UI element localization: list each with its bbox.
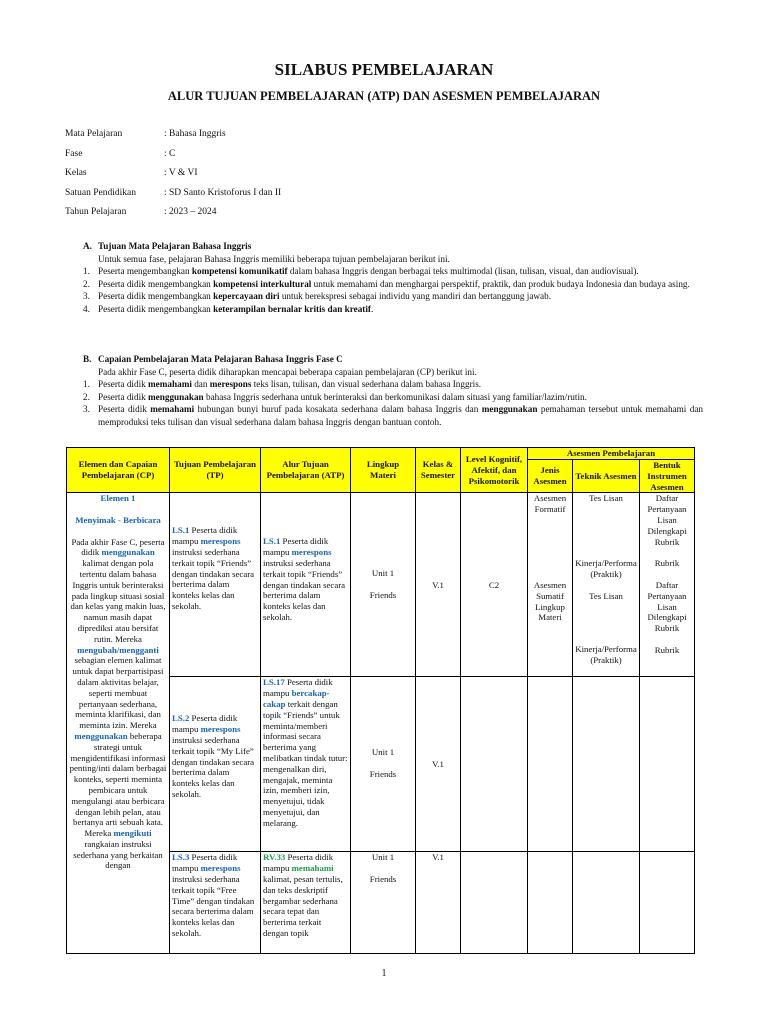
teknik-cell: Tes Lisan Kinerja/Performa (Praktik) Tes Lisan Kinerja/Performa (Praktik) [573, 493, 640, 677]
header-teknik: Teknik Asesmen [573, 460, 640, 493]
kelas-cell: V.1 [416, 677, 461, 852]
info-block [65, 129, 281, 227]
section-a [83, 240, 703, 316]
bentuk-cell [640, 677, 695, 852]
table-row [67, 493, 695, 677]
info-label: Mata Pelajaran [65, 129, 123, 139]
info-value: : V & VI [164, 168, 198, 178]
page-number: 1 [381, 968, 387, 979]
info-label: Fase [65, 148, 83, 159]
syllabus-table [66, 447, 695, 954]
kelas-cell: V.1 [416, 852, 461, 954]
header-bentuk: Bentuk Instrumen Asesmen [640, 460, 695, 493]
jenis-cell [528, 852, 573, 954]
section-a-intro: Untuk semua fase, pelajaran Bahasa Inggris memiliki beberapa tujuan pembelajaran berikut ini. [98, 253, 450, 264]
list-item: 1. Peserta mengembangkan kompetensi komunikatif dalam bahasa Inggris dengan berbagai teks multimodal (lisan, tulisan, visual, dan audiovisual). [83, 266, 639, 277]
header-level: Level Kognitif, Afektif, dan Psikomotorik [461, 448, 528, 493]
header-jenis: Jenis Asesmen [528, 460, 573, 493]
info-label: Satuan Pendidikan [65, 187, 136, 198]
header-asesmen: Asesmen Pembelajaran [528, 448, 695, 460]
kelas-cell: V.1 [416, 493, 461, 677]
info-label: Tahun Pelajaran [65, 207, 127, 217]
info-label: Kelas [65, 168, 87, 178]
level-cell: C2 [461, 493, 528, 677]
section-b [83, 353, 703, 429]
info-row [65, 129, 281, 149]
jenis-cell [528, 677, 573, 852]
bentuk-cell [640, 852, 695, 954]
list-item: 2. Peserta didik menggunakan bahasa Inggris sederhana untuk berinteraksi dan berkomunikasi dalam situasi yang familiar/lazim/rutin. [83, 391, 587, 402]
lingkup-cell: Unit 1 Friends [351, 677, 416, 852]
list-item: 2. Peserta didik mengembangkan kompetensi interkultural untuk memahami dan menghargai perspektif, praktik, dan produk budaya Indonesia dan budaya asing. [83, 278, 690, 289]
section-a-heading: A. Tujuan Mata Pelajaran Bahasa Inggris [83, 241, 252, 251]
header-atp: Alur Tujuan Pembelajaran (ATP) [261, 448, 351, 493]
section-b-heading: B. Capaian Pembelajaran Mata Pelajaran Bahasa Inggris Fase C [83, 354, 343, 364]
header-kelas: Kelas & Semester [416, 448, 461, 493]
info-row [65, 168, 281, 188]
info-value: : Bahasa Inggris [164, 129, 226, 139]
lingkup-cell: Unit 1 Friends [351, 493, 416, 677]
page-subtitle: ALUR TUJUAN PEMBELAJARAN (ATP) DAN ASESMEN PEMBELAJARAN [167, 89, 601, 103]
atp-cell: LS.1 Peserta didik mampu merespons instruksi sederhana terkait topik “Friends” dengan tindakan secara berterima dalam konteks kelas dan sekolah. [261, 493, 351, 677]
atp-cell: LS.17 Peserta didik mampu bercakap-cakap terkait dengan topik “Friends” untuk meminta/memberi informasi secara berterima yang melibatkan tindak tutur: mengenalkan diri, mengajak, meminta izin, memberi izin, menyetujui, tidak menyetujui, dan melarang. [261, 677, 351, 852]
atp-cell: RV.33 Peserta didik mampu memahami kalimat, pesan tertulis, dan teks deskriptif bergambar sederhana secara tepat dan berterima terkait dengan topik [261, 852, 351, 954]
section-b-intro: Pada akhir Fase C, peserta didik diharapkan mencapai beberapa capaian pembelajaran (CP) berikut ini. [98, 366, 477, 377]
list-item: 4. Peserta didik mengembangkan keterampilan bernalar kritis dan kreatif. [83, 303, 374, 314]
level-cell [461, 852, 528, 954]
list-item: 3. Peserta didik memahami hubungan bunyi huruf pada kosakata sederhana dalam bahasa Inggris dan menggunakan pemahaman tersebut untuk memahami dan memproduksi teks tulisan dan visual sederhana dalam bahasa Inggris dengan bantuan contoh. [83, 404, 704, 427]
page-title: SILABUS PEMBELAJARAN [274, 60, 494, 79]
list-item: 3. Peserta didik mengembangkan kepercayaan diri untuk berekspresi sebagai individu yang mandiri dan bertanggung jawab. [83, 291, 552, 302]
info-row [65, 188, 281, 208]
info-row [65, 149, 281, 169]
header-lingkup: Lingkup Materi [351, 448, 416, 493]
table-header-row [67, 448, 695, 460]
header-tp: Tujuan Pembelajaran (TP) [170, 448, 261, 493]
level-cell [461, 677, 528, 852]
teknik-cell [573, 677, 640, 852]
info-value: : 2023 – 2024 [164, 207, 217, 217]
info-value: : C [164, 148, 176, 159]
tp-cell: LS.3 Peserta didik mampu merespons instruksi sederhana terkait topik “Free Time” dengan tindakan secara berterima dalam konteks kelas dan sekolah. [170, 852, 261, 954]
tp-cell: LS.2 Peserta didik mampu merespons instruksi sederhana terkait topik “My Life” dengan tindakan secara berterima dalam konteks kelas dan sekolah. [170, 677, 261, 852]
tp-cell: LS.1 Peserta didik mampu merespons instruksi sederhana terkait topik “Friends” dengan tindakan secara berterima dalam konteks kelas dan sekolah. [170, 493, 261, 677]
info-row [65, 207, 281, 227]
info-value: : SD Santo Kristoforus I dan II [164, 187, 282, 198]
bentuk-cell: Daftar Pertanyaan Lisan Dilengkapi Rubrik Rubrik Daftar Pertanyaan Lisan Dilengkapi Rubrik Rubrik [640, 493, 695, 677]
jenis-cell: Asesmen Formatif Asesmen Sumatif Lingkup Materi [528, 493, 573, 677]
teknik-cell [573, 852, 640, 954]
lingkup-cell: Unit 1 Friends [351, 852, 416, 954]
list-item: 1. Peserta didik memahami dan merespons teks lisan, tulisan, dan visual sederhana dalam bahasa Inggris. [83, 379, 482, 390]
header-elemen: Elemen dan Capaian Pembelajaran (CP) [67, 448, 170, 493]
cp-cell: Elemen 1 Menyimak - Berbicara Pada akhir Fase C, peserta didik menggunakan kalimat dengan pola tertentu dalam bahasa Inggris untuk berinteraksi pada lingkup situasi sosial dan kelas yang makin luas, namun masih dapat diprediksi atau bersifat rutin. Mereka mengubah/mengganti sebagian elemen kalimat untuk dapat berpartisipasi dalam aktivitas belajar, seperti membuat pertanyaan sederhana, meminta klarifikasi, dan meminta izin. Mereka menggunakan beberapa strategi untuk mengidentifikasi informasi penting/inti dalam berbagai konteks, seperti meminta pembicara untuk mengulangi atau berbicara dengan lebih pelan, atau bertanya arti sebuah kata. Mereka mengikuti rangkaian instruksi sederhana yang berkaitan dengan [67, 493, 170, 954]
